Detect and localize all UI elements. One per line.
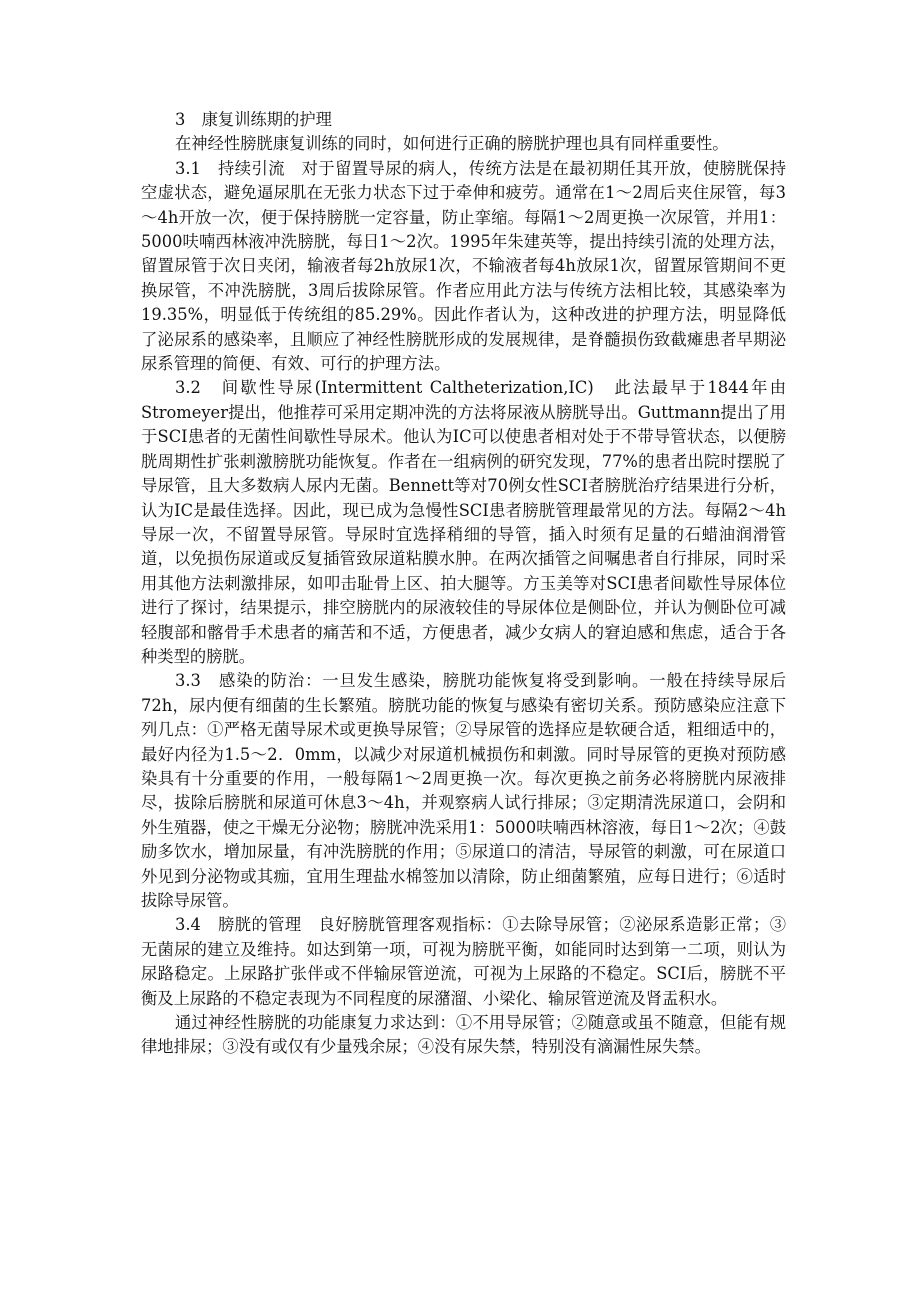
- paragraph-3-1: 3.1 持续引流 对于留置导尿的病人，传统方法是在最初期任其开放，使膀胱保持空虚状态，避免逼尿肌在无张力状态下过于牵伸和疲劳。通常在1～2周后夹住尿管，每3～4h开放一次，便于保持膀胱一定容量，防止挛缩。每隔1～2周更换一次尿管，并用1：5000呋喃西林液冲洗膀胱，每日1～2次。1995年朱建英等，提出持续引流的处理方法，留置尿管于次日夹闭，输液者每2h放尿1次，不输液者每4h放尿1次，留置尿管期间不更换尿管，不冲洗膀胱，3周后拔除尿管。作者应用此方法与传统方法相比较，其感染率为19.35%，明显低于传统组的85.29%。因此作者认为，这种改进的护理方法，明显降低了泌尿系的感染率，且顺应了神经性膀胱形成的发展规律，是脊髓损伤致截瘫患者早期泌尿系管理的简便、有效、可行的护理方法。: [141, 158, 786, 374]
- paragraph-3-4: 3.4 膀胱的管理 良好膀胱管理客观指标：①去除导尿管；②泌尿系造影正常；③无菌尿的建立及维持。如达到第一项，可视为膀胱平衡，如能同时达到第一二项，则认为尿路稳定。上尿路扩张伴或不伴输尿管逆流，可视为上尿路的不稳定。SCI后，膀胱不平衡及上尿路的不稳定表现为不同程度的尿潴溜、小梁化、输尿管逆流及肾盂积水。: [141, 915, 786, 1008]
- section-heading: 3 康复训练期的护理: [175, 110, 332, 129]
- document-body: [141, 108, 786, 1060]
- closing-paragraph: 通过神经性膀胱的功能康复力求达到：①不用导尿管；②随意或虽不随意，但能有规律地排尿；③没有或仅有少量残余尿；④没有尿失禁，特别没有滴漏性尿失禁。: [141, 1013, 786, 1057]
- paragraph-3-2: 3.2 间歇性导尿(Intermittent Caltheterization,IC) 此法最早于1844年由Stromeyer提出，他推荐可采用定期冲洗的方法将尿液从膀胱导出。Guttmann提出了用于SCI患者的无菌性间歇性导尿术。他认为IC可以使患者相对处于不带导管状态，以便膀胱周期性扩张刺激膀胱功能恢复。作者在一组病例的研究发现，77%的患者出院时摆脱了导尿管，且大多数病人尿内无菌。Bennett等对70例女性SCI者膀胱治疗结果进行分析，认为IC是最佳选择。因此，现已成为急慢性SCI患者膀胱管理最常见的方法。每隔2～4h导尿一次，不留置导尿管。导尿时宜选择稍细的导管，插入时须有足量的石蜡油润滑管道，以免损伤尿道或反复插管致尿道粘膜水肿。在两次插管之间嘱患者自行排尿，同时采用其他方法刺激排尿，如叩击耻骨上区、拍大腿等。方玉美等对SCI患者间歇性导尿体位进行了探讨，结果提示，排空膀胱内的尿液较佳的导尿体位是侧卧位，并认为侧卧位可减轻腹部和髂骨手术患者的痛苦和不适，方便患者，减少女病人的窘迫感和焦虑，适合于各种类型的膀胱。: [141, 378, 786, 666]
- intro-paragraph: 在神经性膀胱康复训练的同时，如何进行正确的膀胱护理也具有同样重要性。: [175, 134, 729, 154]
- paragraph-3-3: 3.3 感染的防治：一旦发生感染，膀胱功能恢复将受到影响。一般在持续导尿后72h，尿内便有细菌的生长繁殖。膀胱功能的恢复与感染有密切关系。预防感染应注意下列几点：①严格无菌导尿术或更换导尿管；②导尿管的选择应是软硬合适，粗细适中的，最好内径为1.5～2．0mm，以减少对尿道机械损伤和刺激。同时导尿管的更换对预防感染具有十分重要的作用，一般每隔1～2周更换一次。每次更换之前务必将膀胱内尿液排尽，拔除后膀胱和尿道可休息3～4h，并观察病人试行排尿；③定期清洗尿道口，会阴和外生殖器，使之干燥无分泌物；膀胱冲洗采用1：5000呋喃西林溶液，每日1～2次；④鼓励多饮水，增加尿量，有冲洗膀胱的作用；⑤尿道口的清洁，导尿管的刺激，可在尿道口外见到分泌物或其痂，宜用生理盐水棉签加以清除，防止细菌繁殖，应每日进行；⑥适时拔除导尿管。: [141, 671, 786, 910]
